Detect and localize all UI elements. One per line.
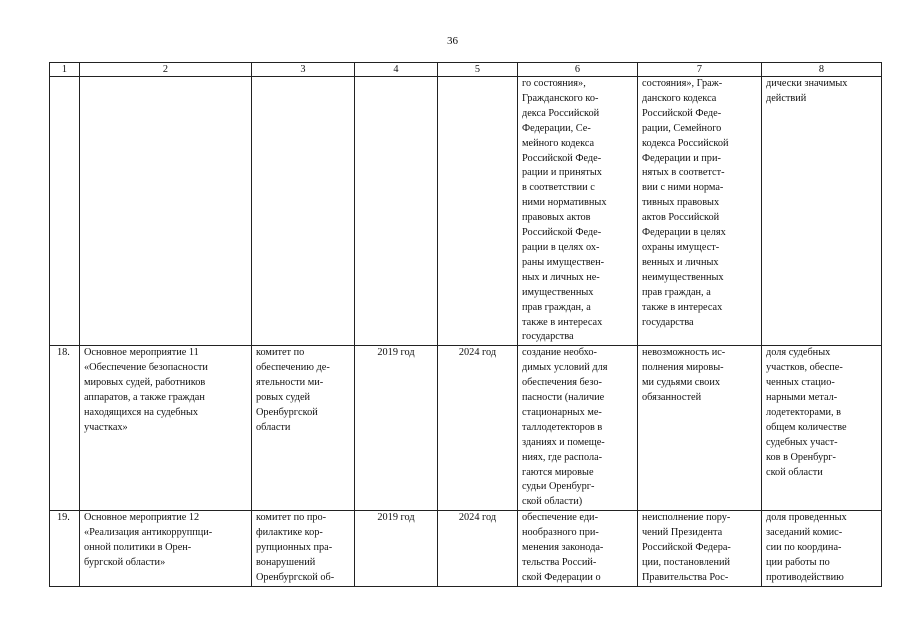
cell-indicator: доля судебных участков, обеспе- ченных стацио- нарными метал- лодетекторами, в общем количестве судебных участ- ков в Оренбург- ской области <box>762 346 882 511</box>
cell-indicator: доля проведенных заседаний комис- сии по координа- ции работы по противодействию <box>762 511 882 587</box>
cell-measure-name: Основное мероприятие 12 «Реализация антикорруппци- онной политики в Орен- бургской области» <box>80 511 252 587</box>
cell-responsible: комитет по про- филактике кор- рупционных пра- вонарушений Оренбургской об- <box>252 511 355 587</box>
table-header-row <box>50 63 882 77</box>
table-row-18 <box>50 346 882 511</box>
column-number-3: 3 <box>252 63 355 77</box>
column-number-4: 4 <box>355 63 438 77</box>
column-number-2: 2 <box>80 63 252 77</box>
cell-empty <box>438 77 518 346</box>
cell-responsible: комитет по обеспечению де- ятельности ми- ровых судей Оренбургской области <box>252 346 355 511</box>
cell-consequences: неисполнение пору- чений Президента Российской Федера- ции, постановлений Правительства Рос- <box>638 511 762 587</box>
column-number-7: 7 <box>638 63 762 77</box>
column-number-6: 6 <box>518 63 638 77</box>
cell-measure-name: Основное мероприятие 11 «Обеспечение безопасности мировых судей, работников аппаратов, а также граждан находящихся на судебных участках» <box>80 346 252 511</box>
cell-empty <box>80 77 252 346</box>
cell-row-number: 19. <box>50 511 80 587</box>
cell-indicator: дически значимых действий <box>762 77 882 346</box>
cell-empty <box>252 77 355 346</box>
cell-empty <box>50 77 80 346</box>
cell-expected-result: создание необхо- димых условий для обеспечения безо- пасности (наличие стационарных ме- таллодетекторов в зданиях и помеще- ниях, где распола- гаются мировые судьи Оренбург- ской области) <box>518 346 638 511</box>
cell-end-year: 2024 год <box>438 511 518 587</box>
cell-consequences: невозможность ис- полнения мировы- ми судьями своих обязанностей <box>638 346 762 511</box>
column-number-1: 1 <box>50 63 80 77</box>
table-row-19 <box>50 511 882 587</box>
column-number-8: 8 <box>762 63 882 77</box>
page-number: 36 <box>447 35 458 47</box>
measures-table <box>49 62 882 587</box>
cell-empty <box>355 77 438 346</box>
cell-start-year: 2019 год <box>355 511 438 587</box>
cell-consequences: состояния», Граж- данского кодекса Российской Феде- рации, Семейного кодекса Российской Федерации и при- нятых в соответст- вии с ними норма- тивных правовых актов Российской Федерации в целях охраны имущест- венных и личных неимущественных прав граждан, а также в интересах государства <box>638 77 762 346</box>
table-row-continuation <box>50 77 882 346</box>
column-number-5: 5 <box>438 63 518 77</box>
cell-expected-result: обеспечение еди- нообразного при- менения законода- тельства Россий- ской Федерации о <box>518 511 638 587</box>
cell-end-year: 2024 год <box>438 346 518 511</box>
cell-start-year: 2019 год <box>355 346 438 511</box>
cell-row-number: 18. <box>50 346 80 511</box>
cell-expected-result: го состояния», Гражданского ко- декса Российской Федерации, Се- мейного кодекса Российской Феде- рации и принятых в соответствии с ними нормативных правовых актов Российской Феде- рации в целях ох- раны имуществен- ных и личных не- имущественных прав граждан, а также в интересах государства <box>518 77 638 346</box>
